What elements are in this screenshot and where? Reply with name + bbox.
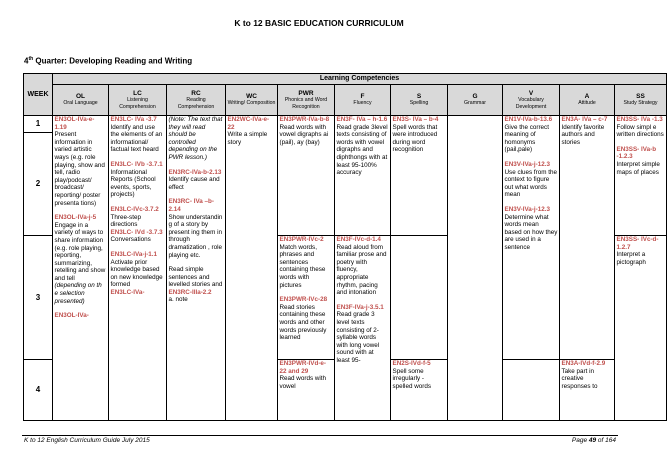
competency-text: Follow simpl e written directions	[616, 123, 664, 139]
cell-f-2	[335, 236, 391, 421]
footer-page-number: Page 49 of 164	[571, 437, 616, 444]
competency-code: EN3F- IVa – h-1.6	[336, 116, 388, 123]
competency-text: Engage in a variety of ways to share information (e.g. role playing, reporting, summarizing, retelling and show and tell	[54, 221, 106, 282]
competency-text: Identify favorite authors and stories	[561, 123, 605, 146]
column-header-rc: RC Reading Comprehension	[167, 85, 226, 116]
competency-code: EN3LC-IVa-	[110, 288, 145, 296]
competency-code: EN3F-IVc-d-1.4	[336, 236, 381, 243]
competency-code: EN3V-IVa-j-12.3	[504, 205, 551, 213]
footer-guide-title: K to 12 English Curriculum Guide July 2015	[24, 437, 150, 444]
week-1: 1	[24, 116, 53, 133]
competency-code: EN3SS- IVa-b -1.2.3	[616, 145, 657, 161]
cell-a-1	[560, 116, 615, 360]
competency-code: EN3A-IVd-f-2.9	[561, 360, 606, 367]
competency-code: EN3LC-IVc-3.7.2	[110, 205, 159, 213]
column-header-g: G Grammar	[448, 85, 503, 116]
cell-s-3	[391, 360, 448, 421]
cell-pwr-2	[278, 236, 335, 360]
competency-code: EN3V-IVa-j-12.3	[504, 160, 551, 168]
column-header-ss: SS Study Strategy	[615, 85, 667, 116]
cell-rc	[167, 116, 226, 421]
competency-note: (depending on th e selection presented)	[54, 282, 102, 305]
competency-text: Read words with vowel digraphs ai (pail), ay (bay)	[279, 123, 329, 146]
cell-f-1	[335, 116, 391, 236]
column-header-s: S Spelling	[391, 85, 448, 116]
competency-text: Activate prior knowledge based on new knowledge formed	[110, 258, 163, 289]
competency-code: EN3LC- IVb -3.7.1	[110, 160, 163, 168]
competency-text: Informational Reports (School events, sports, projects)	[110, 168, 156, 199]
competency-code: EN3PWR-IVa-b-8	[279, 116, 330, 123]
competency-text: Show understandin g of a story by present ing them in through dramatization , role playing etc.	[168, 213, 223, 259]
cell-s-1	[391, 116, 448, 236]
competency-code: EN3S- IVa – b-4	[392, 116, 439, 123]
competency-code: EN3SS- IVc-d-1.2.7	[616, 236, 659, 251]
column-header-f: F Fluency	[335, 85, 391, 116]
column-header-lc: LC Listening Comprehension	[109, 85, 167, 116]
competency-text: Read stories containing these words and other words previously learned	[279, 303, 327, 342]
competency-text: Spell some irregularly - spelled words	[392, 367, 432, 390]
curriculum-table	[23, 73, 667, 421]
document-title: K to 12 BASIC EDUCATION CURRICULUM	[234, 18, 404, 28]
footer-rule	[22, 435, 618, 436]
cell-ss-1	[615, 116, 667, 236]
column-header-pwr: PWR Phonics and Word Recognition	[278, 85, 335, 116]
cell-wc	[226, 116, 278, 421]
competency-text: Match words, phrases and sentences containing these words with pictures	[279, 243, 326, 289]
column-header-ol: OL Oral Language	[53, 85, 109, 116]
week-4: 4	[24, 360, 53, 421]
competency-text: Take part in creative responses to	[561, 367, 598, 390]
competency-code: EN3F-IVa-j-3.5.1	[336, 303, 384, 311]
column-header-a: A Attitude	[560, 85, 615, 116]
competency-code: EN3RC-IIIa-2.2	[168, 288, 212, 296]
cell-lc	[109, 116, 167, 421]
competency-text: Spell words that were introduced during word recognition	[392, 123, 438, 154]
competency-text: Identify and use the elements of an informational/ factual text heard	[110, 123, 163, 154]
quarter-number: 4	[24, 56, 29, 66]
quarter-title: Quarter: Developing Reading and Writing	[33, 56, 193, 66]
cell-pwr-1	[278, 116, 335, 236]
competency-text: Interpret a pictograph	[616, 251, 646, 266]
competency-code: EN2WC-IVa-e-22	[227, 116, 270, 131]
column-headers	[24, 85, 667, 116]
competency-code: EN3PWR-IVc-2	[279, 236, 324, 243]
competency-code: EN2S-IVd-f-5	[392, 360, 431, 367]
cell-v-4	[503, 360, 560, 421]
competency-code: EN3OL-IVa-e-1.19	[54, 116, 95, 131]
competency-text: Conversations	[110, 236, 151, 244]
competency-text: Read words with vowel	[279, 375, 327, 390]
competencies-header: Learning Competencies	[53, 74, 667, 85]
week-3: 3	[24, 236, 53, 360]
competency-text: Interpret simple maps of places	[616, 160, 660, 176]
column-header-v: V Vocabulary Development	[503, 85, 560, 116]
competency-text: a. note	[168, 296, 188, 304]
competency-code: EN3PWR-IVc-28	[279, 296, 328, 304]
competency-code: EN3RC- IVa –b-2.14	[168, 198, 214, 213]
competency-code: EN3LC- IVd -3.7.3	[110, 228, 163, 236]
competency-text: Read grade 3level texts consisting of words with vowel digraphs and diphthongs with at least 95-100% accuracy	[336, 123, 388, 177]
competency-code: EN3RC-IVa-b-2.13	[168, 168, 222, 176]
cell-a-2	[560, 360, 615, 421]
competency-code: EN3OL-IVa-j-5	[54, 214, 97, 222]
week-header: WEEK	[24, 74, 53, 116]
competency-text: Read simple sentences and levelled stories and	[168, 266, 223, 289]
cell-ss-2	[615, 236, 667, 421]
cell-s-2	[391, 236, 448, 360]
competency-text: Present information in varied artistic ways (e.g. role playing, show and tell, radio play/podcast/ broadcast/ reporting/ poster presenta tions)	[54, 131, 105, 207]
quarter-ordinal-suffix: th	[28, 56, 34, 62]
competency-code: EN3PWR-IVd-e-22 and 29	[279, 360, 327, 375]
cell-ol	[53, 116, 109, 421]
competency-text: Three-step directions	[110, 213, 141, 229]
competency-text: Write a simple story	[227, 131, 268, 146]
cell-g	[448, 116, 503, 421]
competency-text: Read grade 3 level texts consisting of 2-syllable words with long vowel sound with at least 95-	[336, 311, 380, 364]
competency-code: EN3A- IVa – c-7	[561, 116, 608, 123]
competency-code: EN3OL-IVa-	[54, 312, 89, 320]
competency-text: Read aloud from familiar prose and poetry with fluency, appropriate rhythm, pacing and intonation	[336, 243, 387, 297]
competency-text: Determine what words mean based on how they are used in a sentence	[504, 213, 558, 251]
competency-text: Give the correct meaning of homonyms (pail,pale)	[504, 123, 549, 154]
cell-pwr-3	[278, 360, 335, 421]
quarter-heading	[24, 56, 192, 66]
competency-text: Use clues from the context to figure out what words mean	[504, 168, 557, 199]
competency-text: Identify cause and effect	[168, 176, 220, 191]
competency-note: (Note: The text that they will read should be controlled depending on the PWR lesson.)	[168, 116, 223, 161]
competency-code: EN3LC- IVa -3.7	[110, 116, 157, 123]
competency-code: EN3LC-IVa-j-1.1	[110, 250, 158, 258]
cell-v	[503, 116, 560, 360]
column-header-wc: WC Writing/ Composition	[226, 85, 278, 116]
competency-code: EN3SS- IVa -1.3	[616, 116, 663, 123]
competency-code: EN1V-IVa-b-13.6	[504, 116, 553, 123]
week-2: 2	[24, 133, 53, 236]
